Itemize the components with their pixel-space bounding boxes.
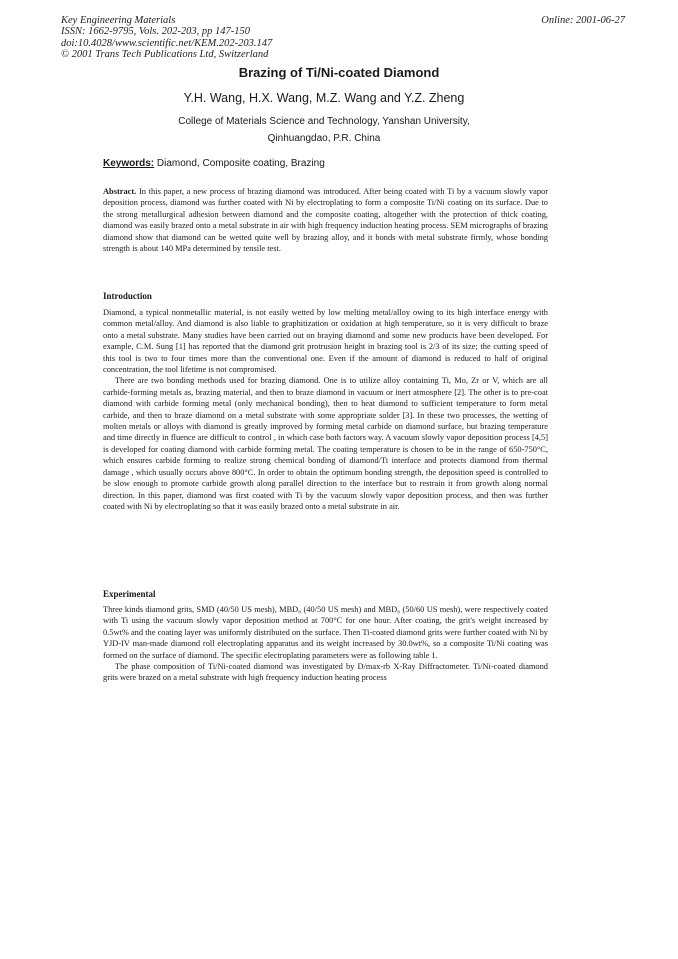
paper-title: Brazing of Ti/Ni-coated Diamond bbox=[238, 65, 440, 80]
keywords-text: Diamond, Composite coating, Brazing bbox=[156, 158, 325, 169]
affiliation-line-1: College of Materials Science and Technology, Yanshan University, bbox=[178, 116, 470, 127]
abstract bbox=[103, 186, 548, 254]
keywords-label: Keywords: bbox=[103, 158, 155, 169]
copyright-line: © 2001 Trans Tech Publications Ltd, Switzerland bbox=[61, 49, 269, 61]
introduction-body bbox=[103, 307, 548, 512]
experimental-paragraph-2: The phase composition of Ti/Ni-coated diamond was investigated by D/max-rb X-Ray Diffractometer. Ti/Ni-coated diamond grits were brazed on a metal substrate with high frequency induction heating process bbox=[103, 662, 548, 683]
experimental-heading: Experimental bbox=[103, 589, 156, 599]
affiliation-line-2: Qinhuangdao, P.R. China bbox=[267, 133, 381, 144]
keywords bbox=[103, 158, 325, 169]
journal-name: Key Engineering Materials bbox=[61, 15, 176, 26]
affiliation bbox=[0, 113, 648, 147]
experimental-body bbox=[103, 604, 548, 684]
introduction-paragraph-1: Diamond, a typical nonmetallic material, is not easily wetted by low melting metal/alloy owing to its high interface energy with common metal/alloy. And diamond is also liable to graphitization or oxidation at high temperature, so it is very difficult to braze onto a metal substrate. Many studies have been carried out on braying diamond and some new products have been developed. For example, C.M. Sung [1] has reported that the diamond grit protrusion height in brazing tool is 2/3 of its size; the cutting speed of this tool is two to four times more than the conventional one. Even if the amount of diamond is reduced to half of original concentration, the tool lifetime is not compromised. bbox=[103, 308, 548, 375]
experimental-paragraph-1: Three kinds diamond grits, SMD (40/50 US mesh), MBD₈ (40/50 US mesh) and MBD₈ (50/60 US mesh), were respectively coated with Ti using the vacuum slowly vapor deposition method at 700°C for one hour. After coating, the grit's weight increased by 0.5wt% and the coating layer was uniformly distributed on the surface. Then Ti-coated diamond grits were further coated with Ni by YJD-IV man-made diamond roll electroplating apparatus and its weight increased by 30.0wt%, so a composite Ti/Ni coating was formed on the surface of diamond. The specific electroplating parameters were as following table 1. bbox=[103, 605, 548, 660]
abstract-label: Abstract. bbox=[103, 187, 137, 196]
author-list: Y.H. Wang, H.X. Wang, M.Z. Wang and Y.Z. Zheng bbox=[183, 91, 465, 105]
doi-line: doi:10.4028/www.scientific.net/KEM.202-203.147 bbox=[61, 37, 273, 49]
issn-line: ISSN: 1662-9795, Vols. 202-203, pp 147-150 bbox=[61, 26, 250, 38]
introduction-heading: Introduction bbox=[103, 291, 152, 301]
abstract-text: In this paper, a new process of brazing diamond was introduced. After being coated with Ti by a vacuum slowly vapor deposition process, diamond was further coated with Ni by electroplating to form a composite Ti/Ni coating on its surface. Due to the strong metallurgical adhesion between diamond and the composite coating, altogether with the protection of thick coating, diamond was easily brazed onto a metal substrate in air with high frequency induction heating process. SEM micrographs of brazing diamond show that diamond can be wetted quite well by brazing alloy, and it bonds with metal substrate firmly, whose bonding strength is about 140 MPa determined by tensile test. bbox=[103, 187, 548, 254]
introduction-paragraph-2: There are two bonding methods used for brazing diamond. One is to utilize alloy containing Ti, Mo, Zr or V, which are all carbide-forming metals as, brazing material, and then to braze diamond in vacuum or inert atmosphere [2]. The other is to pre-coat diamond with carbide forming metal (only mechanical bonding), then to heat diamond to sufficient temperature to form metal carbide, and then to braze diamond on a metal substrate with some appropriate solder [3]. In these two processes, the wetting of molten metals or alloys with diamond is greatly improved by forming metal carbide on diamond surface, but brazing temperature and time directly in fluence are difficult to control , in which case both factors way. A vacuum slowly vapor deposition process [4,5] is developed for coating diamond with carbide forming metal. The coating temperature is chosen to be in the range of 650-750°C, which ensures carbide forming to realize strong chemical bonding of diamond/Ti interface and protects diamond from thermal damage , which usually occurs above 800°C. In order to obtain the optimum bonding strength, the deposition speed is controlled to be slow enough to promote carbide growth along parallel direction to the interface but to restrain it from growth along normal direction. In this paper, diamond was first coated with Ti by the vacuum slowly vapor deposition process, and then was further coated with Ni by electroplating so that it was easily brazed onto a metal substrate in air. bbox=[103, 376, 548, 511]
online-date: Online: 2001-06-27 bbox=[541, 15, 625, 26]
journal-header bbox=[61, 15, 272, 61]
